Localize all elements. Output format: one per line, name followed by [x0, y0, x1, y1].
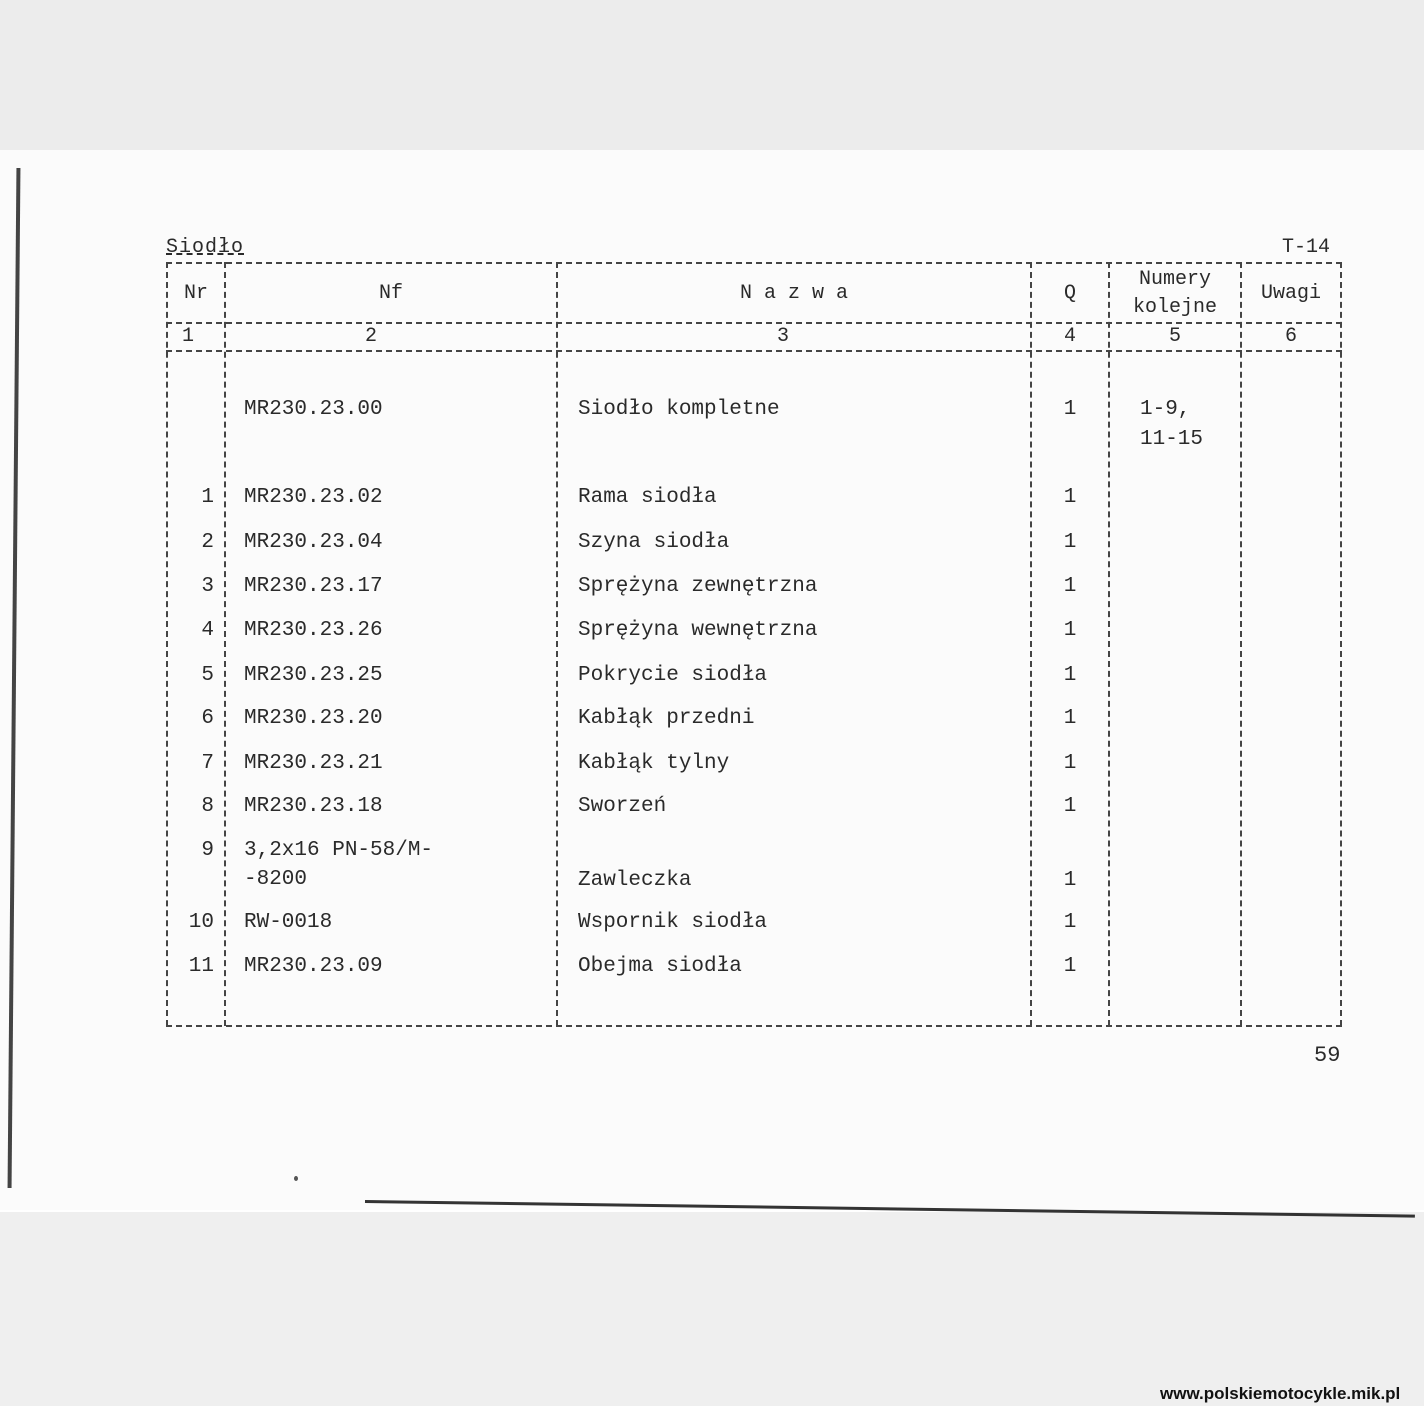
row-name: Sprężyna zewnętrzna	[578, 575, 818, 598]
row-nf: RW-0018	[244, 911, 333, 934]
col-number-3: 3	[776, 325, 789, 348]
row-nf: MR230.23.02	[244, 486, 383, 509]
header-name: N a z w a	[739, 282, 849, 305]
row-name: Sprężyna wewnętrzna	[578, 619, 818, 642]
col-border-right	[1340, 262, 1342, 1026]
row-name: Pokrycie siodła	[578, 664, 768, 687]
row-qty: 1	[1063, 869, 1077, 892]
row-qty: 1	[1063, 575, 1077, 598]
row-qty: 1	[1063, 664, 1077, 687]
row-nf: MR230.23.04	[244, 531, 383, 554]
column-number-divider	[166, 350, 1342, 352]
row-nf: MR230.23.18	[244, 795, 383, 818]
row-nf: MR230.23.26	[244, 619, 383, 642]
table-top-border	[166, 262, 1342, 264]
col-number-6: 6	[1284, 325, 1297, 348]
row-qty: 1	[1063, 619, 1077, 642]
page-title: Siodło	[166, 236, 245, 259]
row-name: Zawleczka	[578, 869, 692, 892]
row-nr: 8	[201, 795, 214, 818]
col-border-q	[1108, 262, 1110, 1026]
col-number-5: 5	[1168, 325, 1181, 348]
row-name: Wspornik siodła	[578, 911, 768, 934]
row-nf: MR230.23.20	[244, 707, 383, 730]
row-nf-line2: -8200	[244, 868, 308, 891]
row-name: Szyna siodła	[578, 531, 730, 554]
row-nr: 3	[201, 575, 214, 598]
col-number-4: 4	[1063, 325, 1076, 348]
row-nf: MR230.23.00	[244, 398, 383, 421]
table-bottom-border	[166, 1025, 1342, 1027]
col-border-seq	[1240, 262, 1242, 1026]
scan-bottom-margin	[0, 1212, 1424, 1406]
header-q: Q	[1063, 282, 1076, 305]
row-name: Siodło kompletne	[578, 398, 780, 421]
col-number-1: 1	[181, 325, 194, 348]
header-notes: Uwagi	[1260, 282, 1321, 305]
row-nr: 5	[201, 664, 214, 687]
page-number: 59	[1314, 1043, 1341, 1068]
scan-speck	[294, 1176, 298, 1181]
table-code: T-14	[1282, 236, 1331, 259]
row-nr: 2	[201, 531, 214, 554]
header-nf: Nf	[378, 282, 403, 305]
row-seq-line1: 1-9,	[1140, 398, 1191, 421]
row-qty: 1	[1063, 398, 1077, 421]
row-nf: MR230.23.21	[244, 752, 383, 775]
row-nr: 9	[201, 839, 214, 862]
header-seq-line1: Numery	[1138, 268, 1211, 291]
row-name: Kabłąk przedni	[578, 707, 755, 730]
scan-top-margin	[0, 0, 1424, 150]
header-seq-line2: kolejne	[1132, 296, 1217, 319]
row-qty: 1	[1063, 752, 1077, 775]
row-qty: 1	[1063, 795, 1077, 818]
watermark-url: www.polskiemotocykle.mik.pl	[1160, 1384, 1401, 1403]
row-nr: 11	[188, 955, 214, 978]
row-name: Kabłąk tylny	[578, 752, 730, 775]
row-name: Rama siodła	[578, 486, 717, 509]
header-divider	[166, 322, 1342, 324]
row-nf: MR230.23.25	[244, 664, 383, 687]
row-nf: MR230.23.09	[244, 955, 383, 978]
row-nf-line1: 3,2x16 PN-58/M-	[244, 839, 434, 862]
row-qty: 1	[1063, 911, 1077, 934]
col-border-nr	[224, 262, 226, 1026]
col-border-nf	[556, 262, 558, 1026]
row-nf: MR230.23.17	[244, 575, 383, 598]
row-nr: 10	[188, 911, 214, 934]
row-qty: 1	[1063, 486, 1077, 509]
row-qty: 1	[1063, 955, 1077, 978]
header-nr: Nr	[183, 282, 208, 305]
row-name: Obejma siodła	[578, 955, 742, 978]
row-qty: 1	[1063, 531, 1077, 554]
row-seq-line2: 11-15	[1140, 428, 1204, 451]
row-qty: 1	[1063, 707, 1077, 730]
row-name: Sworzeń	[578, 795, 667, 818]
row-nr: 6	[201, 707, 214, 730]
row-nr: 7	[201, 752, 214, 775]
row-nr: 1	[201, 486, 214, 509]
row-nr: 4	[201, 619, 214, 642]
col-number-2: 2	[364, 325, 377, 348]
